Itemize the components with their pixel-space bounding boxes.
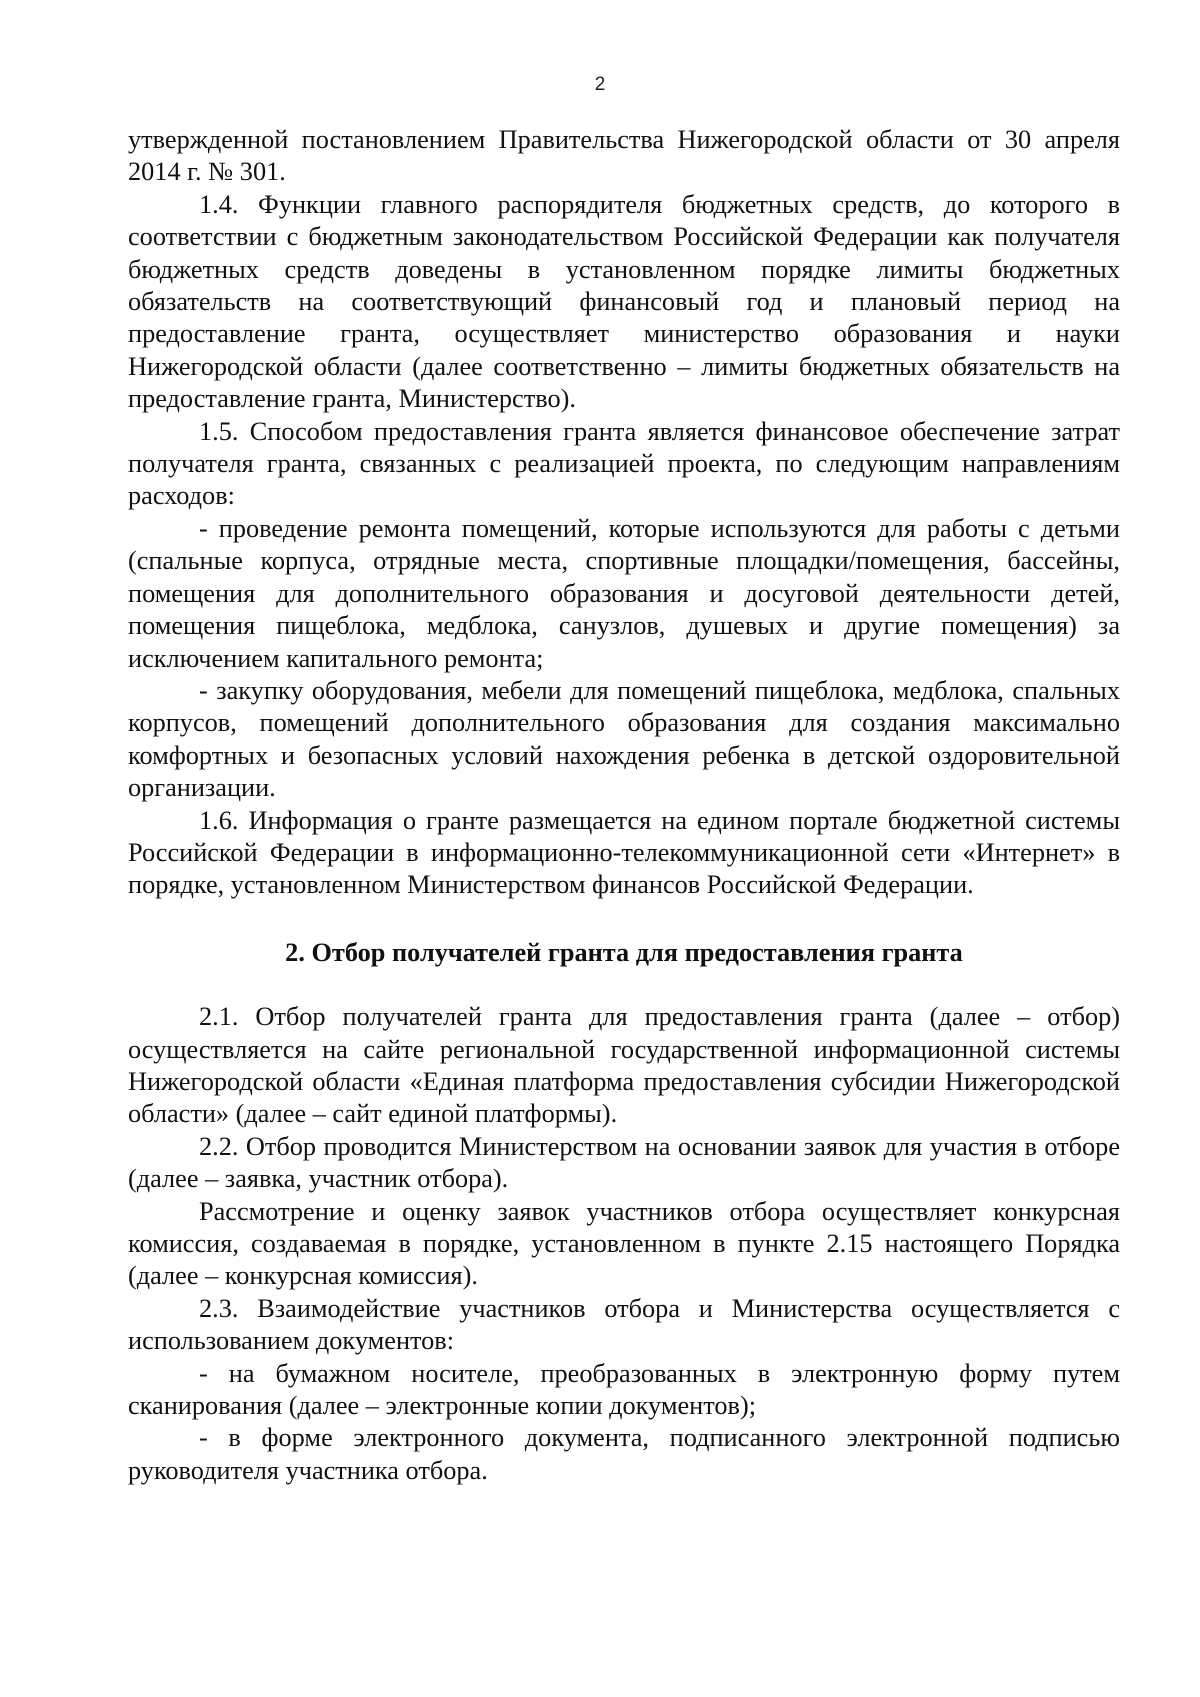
section-heading: 2. Отбор получателей гранта для предоставления гранта	[285, 937, 963, 967]
paragraph-2-2: 2.2. Отбор проводится Министерством на основании заявок для участия в отборе (далее – заявка, участник отбора).	[128, 1131, 1120, 1194]
list-item-paper-docs: - на бумажном носителе, преобразованных в электронную форму путем сканирования (далее – электронные копии документов);	[128, 1358, 1120, 1421]
paragraph-commission: Рассмотрение и оценку заявок участников отбора осуществляет конкурсная комиссия, создаваемая в порядке, установленном в пункте 2.15 настоящего Порядка (далее – конкурсная комиссия).	[128, 1196, 1120, 1291]
list-item-equipment: - закупку оборудования, мебели для помещений пищеблока, медблока, спальных корпусов, помещений дополнительного образования для создания максимально комфортных и безопасных условий нахождения ребенка в детской оздоровительной организации.	[128, 675, 1120, 803]
list-item-electronic-docs: - в форме электронного документа, подписанного электронной подписью руководителя участника отбора.	[128, 1423, 1120, 1485]
page-number: 2	[594, 74, 606, 95]
paragraph-2-1: 2.1. Отбор получателей гранта для предоставления гранта (далее – отбор) осуществляется на сайте региональной государственной информационной системы Нижегородской области «Единая платформа предоставления субсидии Нижегородской области» (далее – сайт единой платформы).	[128, 1002, 1120, 1129]
list-item-repair: - проведение ремонта помещений, которые используются для работы с детьми (спальные корпуса, отрядные места, спортивные площадки/помещения, бассейны, помещения для дополнительного образования и досуговой деятельности детей, помещения пищеблока, медблока, санузлов, душевых и другие помещения) за исключением капитального ремонта;	[128, 513, 1120, 673]
paragraph-1-5: 1.5. Способом предоставления гранта является финансовое обеспечение затрат получателя гранта, связанных с реализацией проекта, по следующим направлениям расходов:	[128, 416, 1120, 511]
paragraph-2-3: 2.3. Взаимодействие участников отбора и Министерства осуществляется с использованием документов:	[128, 1293, 1120, 1356]
paragraph-1-4: 1.4. Функции главного распорядителя бюджетных средств, до которого в соответствии с бюджетным законодательством Российской Федерации как получателя бюджетных средств доведены в установленном порядке лимиты бюджетных обязательств на соответствующий финансовый год и плановый период на предоставление гранта, осуществляет министерство образования и науки Нижегородской области (далее соответственно – лимиты бюджетных обязательств на предоставление гранта, Министерство).	[128, 189, 1120, 414]
paragraph-continuation: утвержденной постановлением Правительства Нижегородской области от 30 апреля 2014 г. № 301.	[128, 125, 1120, 187]
paragraph-1-6: 1.6. Информация о гранте размещается на едином портале бюджетной системы Российской Федерации в информационно-телекоммуникационной сети «Интернет» в порядке, установленном Министерством финансов Российской Федерации.	[128, 805, 1120, 900]
document-body	[128, 124, 1120, 1487]
